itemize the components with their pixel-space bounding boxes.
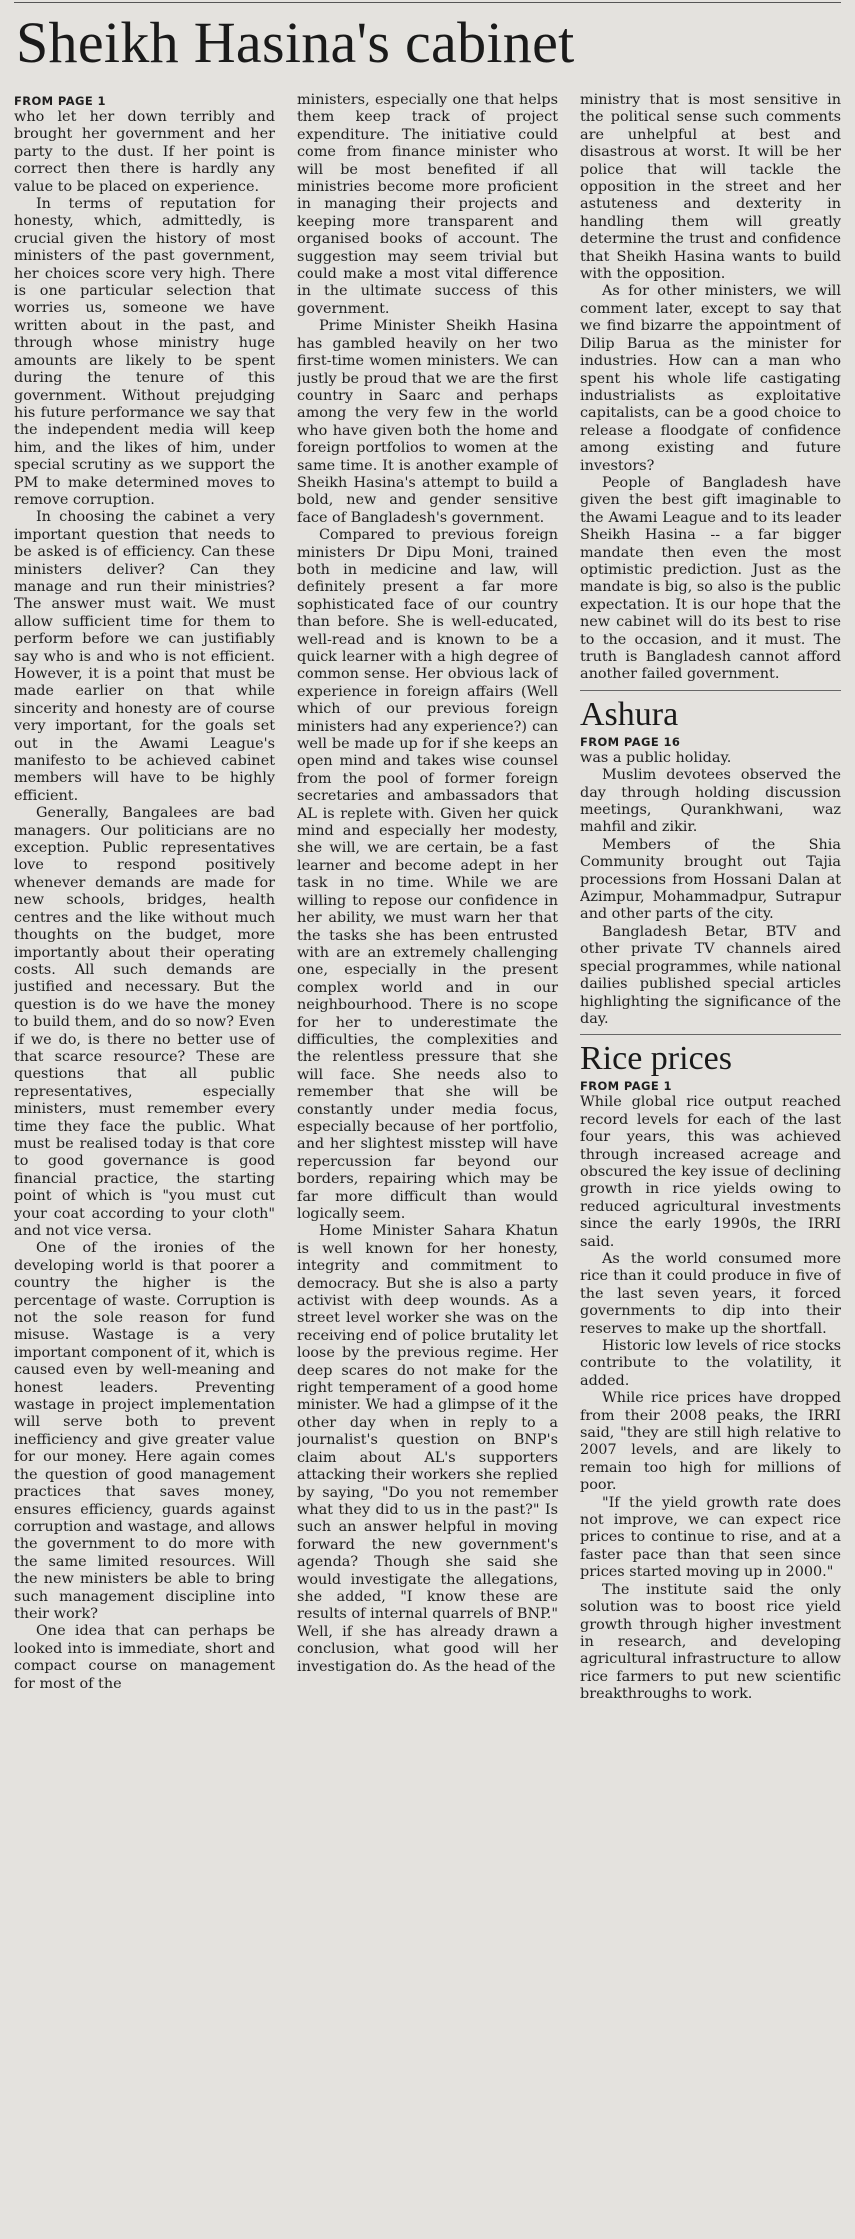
headline: Sheikh Hasina's cabinet	[16, 10, 575, 75]
section-divider	[580, 690, 841, 691]
paragraph: One of the ironies of the developing world is that poorer a country the higher is the percentage of waste. Corruption is not the sole reason for fund misuse. Wastage is a very important component of it, which is caused even by well-meaning and honest leaders. Preventing wastage in project implementation will serve both to prevent inefficiency and give greater value for our money. Here again comes the question of good management practices that saves money, ensures efficiency, guards against corruption and wastage, and allows the government to do more with the same limited resources. Will the new ministers be able to bring such management discipline into their work?	[14, 1240, 275, 1622]
paragraph: As for other ministers, we will comment later, except to say that we find bizarre the appointment of Dilip Barua as the minister for industries. How can a man who spent his whole life castigating industrialists as exploitative capitalists, can be a good choice to release a floodgate of confidence among existing and future investors?	[580, 283, 841, 474]
article-columns	[14, 92, 841, 1704]
continued-from-label: FROM PAGE 1	[14, 94, 106, 108]
top-rule	[14, 2, 841, 3]
paragraph: Muslim devotees observed the day through holding discussion meetings, Qurankhwani, waz mahfil and zikir.	[580, 767, 841, 836]
paragraph: Home Minister Sahara Khatun is well known for her honesty, integrity and commitment to democracy. But she is also a party activist with deep wounds. As a street level worker she was on the receiving end of police brutality let loose by the previous regime. Her deep scares do not make for the right temperament of a good home minister. We had a glimpse of it the other day when in reply to a journalist's question on BNP's claim about AL's supporters attacking their workers she replied by saying, "Do you not remember what they did to us in the past?" Is such an answer helpful in moving forward the new government's agenda? Though she said she would investigate the allegations, she added, "I know these are results of internal quarrels of BNP." Well, if she has already drawn a conclusion, what good will her investigation do. As the head of the	[297, 1223, 558, 1675]
paragraph: While rice prices have dropped from their 2008 peaks, the IRRI said, "they are still high relative to 2007 levels, and are likely to remain too high for millions of poor.	[580, 1390, 841, 1494]
paragraph: One idea that can perhaps be looked into is immediate, short and compact course on management for most of the	[14, 1623, 275, 1692]
paragraph: Prime Minister Sheikh Hasina has gambled heavily on her two first-time women ministers. We can justly be proud that we are the first country in Saarc and perhaps among the very few in the world who have given both the home and foreign portfolios to women at the same time. It is another example of Sheikh Hasina's attempt to build a bold, new and gender sensitive face of Bangladesh's government.	[297, 318, 558, 526]
paragraph: Generally, Bangalees are bad managers. Our politicians are no exception. Public representatives love to respond positively whenever demands are made for new schools, bridges, health centres and the like without much thoughts on the budget, more importantly about their operating costs. All such demands are justified and necessary. But the question is do we have the money to build them, and do so now? Even if we do, is there no better use of that scarce resource? These are questions that all public representatives, especially ministers, must remember every time they face the public. What must be realised today is that core to good governance is good financial practice, the starting point of which is "you must cut your coat according to your cloth" and not vice versa.	[14, 805, 275, 1239]
paragraph: ministry that is most sensitive in the political sense such comments are unhelpful at best and disastrous at worst. It will be her police that will tackle the opposition in the street and her astuteness and dexterity in handling them will greatly determine the trust and confidence that Sheikh Hasina wants to build with the opposition.	[580, 92, 841, 283]
paragraph: was a public holiday.	[580, 749, 732, 766]
continued-from-label: FROM PAGE 1	[580, 1079, 672, 1094]
column-2	[297, 92, 558, 1704]
paragraph: "If the yield growth rate does not improve, we can expect rice prices to continue to rise, and at a faster pace than that seen since prices started moving up in 2000."	[580, 1494, 841, 1581]
paragraph: who let her down terribly and brought her government and her party to the dust. If her point is correct then there is hardly any value to be placed on experience.	[14, 109, 275, 195]
paragraph: ministers, especially one that helps them keep track of project expenditure. The initiative could come from finance minister who will be most benefited if all ministries become more proficient in managing their projects and keeping more transparent and organised books of account. The suggestion may seem trivial but could make a most vital difference in the ultimate success of this government.	[297, 92, 558, 317]
paragraph: In choosing the cabinet a very important question that needs to be asked is of efficiency. Can these ministers deliver? Can they manage and run their ministries? The answer must wait. We must allow sufficient time for them to perform before we can justifiably say who is and who is not efficient. However, it is a point that must be made earlier on that while sincerity and honesty are of course very important, for the goals set out in the Awami League's manifesto to be achieved cabinet members will have to be highly efficient.	[14, 509, 275, 804]
paragraph: Members of the Shia Community brought out Tajia processions from Hossani Dalan at Azimpur, Mohammadpur, Sutrapur and other parts of the city.	[580, 836, 841, 923]
column-3	[580, 92, 841, 1704]
paragraph: In terms of reputation for honesty, which, admittedly, is crucial given the history of most ministers of the past government, her choices score very high. There is one particular selection that worries us, someone we have written about in the past, and through whose ministry huge amounts are likely to be spent during the tenure of this government. Without prejudging his future performance we say that the independent media will keep him, and the likes of him, under special scrutiny as we support the PM to make determined moves to remove corruption.	[14, 196, 275, 508]
paragraph: The institute said the only solution was to boost rice yield growth through higher investment in research, and developing agricultural infrastructure to allow rice farmers to put new scientific breakthroughs to work.	[580, 1581, 841, 1703]
continued-from-label: FROM PAGE 16	[580, 734, 681, 749]
paragraph: Bangladesh Betar, BTV and other private TV channels aired special programmes, while national dailies published special articles highlighting the significance of the day.	[580, 923, 841, 1027]
paragraph: Historic low levels of rice stocks contribute to the volatility, it added.	[580, 1338, 841, 1389]
column-1	[14, 92, 275, 1704]
paragraph: While global rice output reached record levels for each of the last four years, this was achieved through increased acreage and obscured the key issue of declining growth in rice yields owing to reduced agricultural investments since the early 1990s, the IRRI said.	[580, 1094, 841, 1250]
paragraph: Compared to previous foreign ministers Dr Dipu Moni, trained both in medicine and law, will definitely present a far more sophisticated face of our country than before. She is well-educated, well-read and is known to be a quick learner with a high degree of common sense. Her obvious lack of experience in foreign affairs (Well which of our previous foreign ministers had any experience?) can well be made up for if she keeps an open mind and takes wise counsel from the pool of former foreign secretaries and ambassadors that AL is replete with. Given her quick mind and especially her modesty, she will, we are certain, be a fast learner and become adept in her task in no time. While we are willing to repose our confidence in her ability, we must warn her that the tasks she has been entrusted with are an extremely challenging one, especially in the present complex world and in our neighbourhood. There is no scope for her to underestimate the difficulties, the complexities and the relentless pressure that she will face. She needs also to remember that she will be constantly under media focus, especially because of her portfolio, and her slightest misstep will have repercussion far beyond our borders, repairing which may be far more difficult than would logically seem.	[297, 527, 558, 1222]
paragraph: People of Bangladesh have given the best gift imaginable to the Awami League and to its leader Sheikh Hasina -- a far bigger mandate then even the most optimistic prediction. Just as the mandate is big, so also is the public expectation. It is our hope that the new cabinet will do its best to rise to the occasion, and it must. The truth is Bangladesh cannot afford another failed government.	[580, 474, 841, 683]
rice-prices-heading: Rice prices	[580, 1040, 732, 1078]
paragraph: As the world consumed more rice than it could produce in five of the last seven years, it forced governments to dip into their reserves to make up the shortfall.	[580, 1250, 841, 1337]
section-divider	[580, 1034, 841, 1035]
ashura-heading: Ashura	[580, 695, 679, 733]
